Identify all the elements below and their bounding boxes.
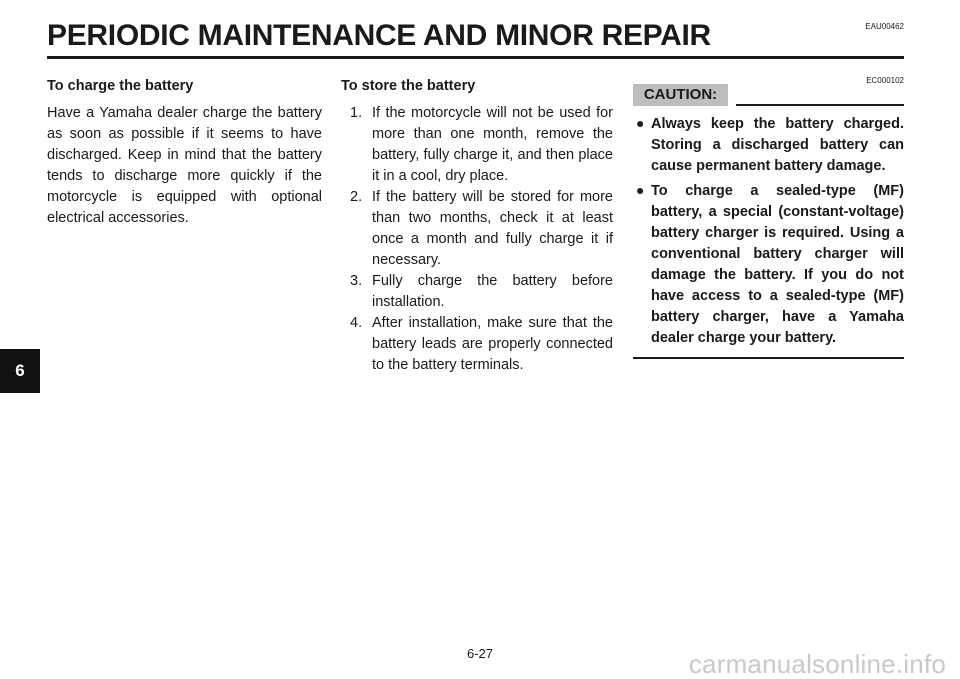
bullet-icon: ● (636, 182, 645, 198)
watermark: carmanualsonline.info (688, 649, 946, 679)
list-item (341, 103, 613, 187)
store-battery-steps (341, 103, 613, 376)
store-battery-heading: To store the battery (341, 78, 476, 94)
step-number: 3. (350, 273, 363, 289)
step-text: If the battery will be stored for more than two months, check it at least once a month and fully charge it if necessary. (372, 189, 613, 268)
step-number: 1. (350, 105, 363, 121)
caution-list (633, 114, 904, 349)
section-code: EAU00462 (865, 22, 904, 31)
left-column (47, 76, 322, 229)
caution-label: CAUTION: (633, 84, 728, 106)
caution-rule (736, 104, 904, 106)
list-item (633, 181, 904, 349)
caution-end-rule (633, 357, 904, 359)
list-item (341, 187, 613, 271)
list-item (633, 114, 904, 177)
middle-column (341, 76, 613, 376)
caution-text: Always keep the battery charged. Storing a discharged battery can cause permanent battery damage. (651, 116, 904, 174)
caution-box (633, 76, 904, 359)
title-rule (47, 56, 904, 59)
bullet-icon: ● (636, 115, 645, 131)
caution-text: To charge a sealed-type (MF) battery, a special (constant-voltage) battery charger is required. Using a conventional battery charger will damage the battery. If you do not have access to a sealed-type (MF) battery charger, have a Yamaha dealer charge your battery. (651, 183, 904, 346)
charge-battery-heading: To charge the battery (47, 78, 194, 94)
caution-code: EC000102 (866, 76, 904, 85)
charge-battery-text: Have a Yamaha dealer charge the battery as soon as possible if it seems to have discharged. Keep in mind that the battery tends to discharge more quickly if the motorcycle is equipped with optional electrical accessories. (47, 105, 322, 226)
list-item (341, 313, 613, 376)
caution-header (633, 76, 904, 108)
chapter-tab: 6 (0, 349, 40, 393)
step-text: If the motorcycle will not be used for more than one month, remove the battery, fully charge it, and then place it in a cool, dry place. (372, 105, 613, 184)
step-text: After installation, make sure that the battery leads are properly connected to the battery terminals. (372, 315, 613, 373)
page-title: PERIODIC MAINTENANCE AND MINOR REPAIR (47, 19, 711, 52)
page-number: 6-27 (466, 646, 494, 661)
step-number: 4. (350, 315, 363, 331)
step-number: 2. (350, 189, 363, 205)
step-text: Fully charge the battery before installation. (372, 273, 613, 310)
list-item (341, 271, 613, 313)
